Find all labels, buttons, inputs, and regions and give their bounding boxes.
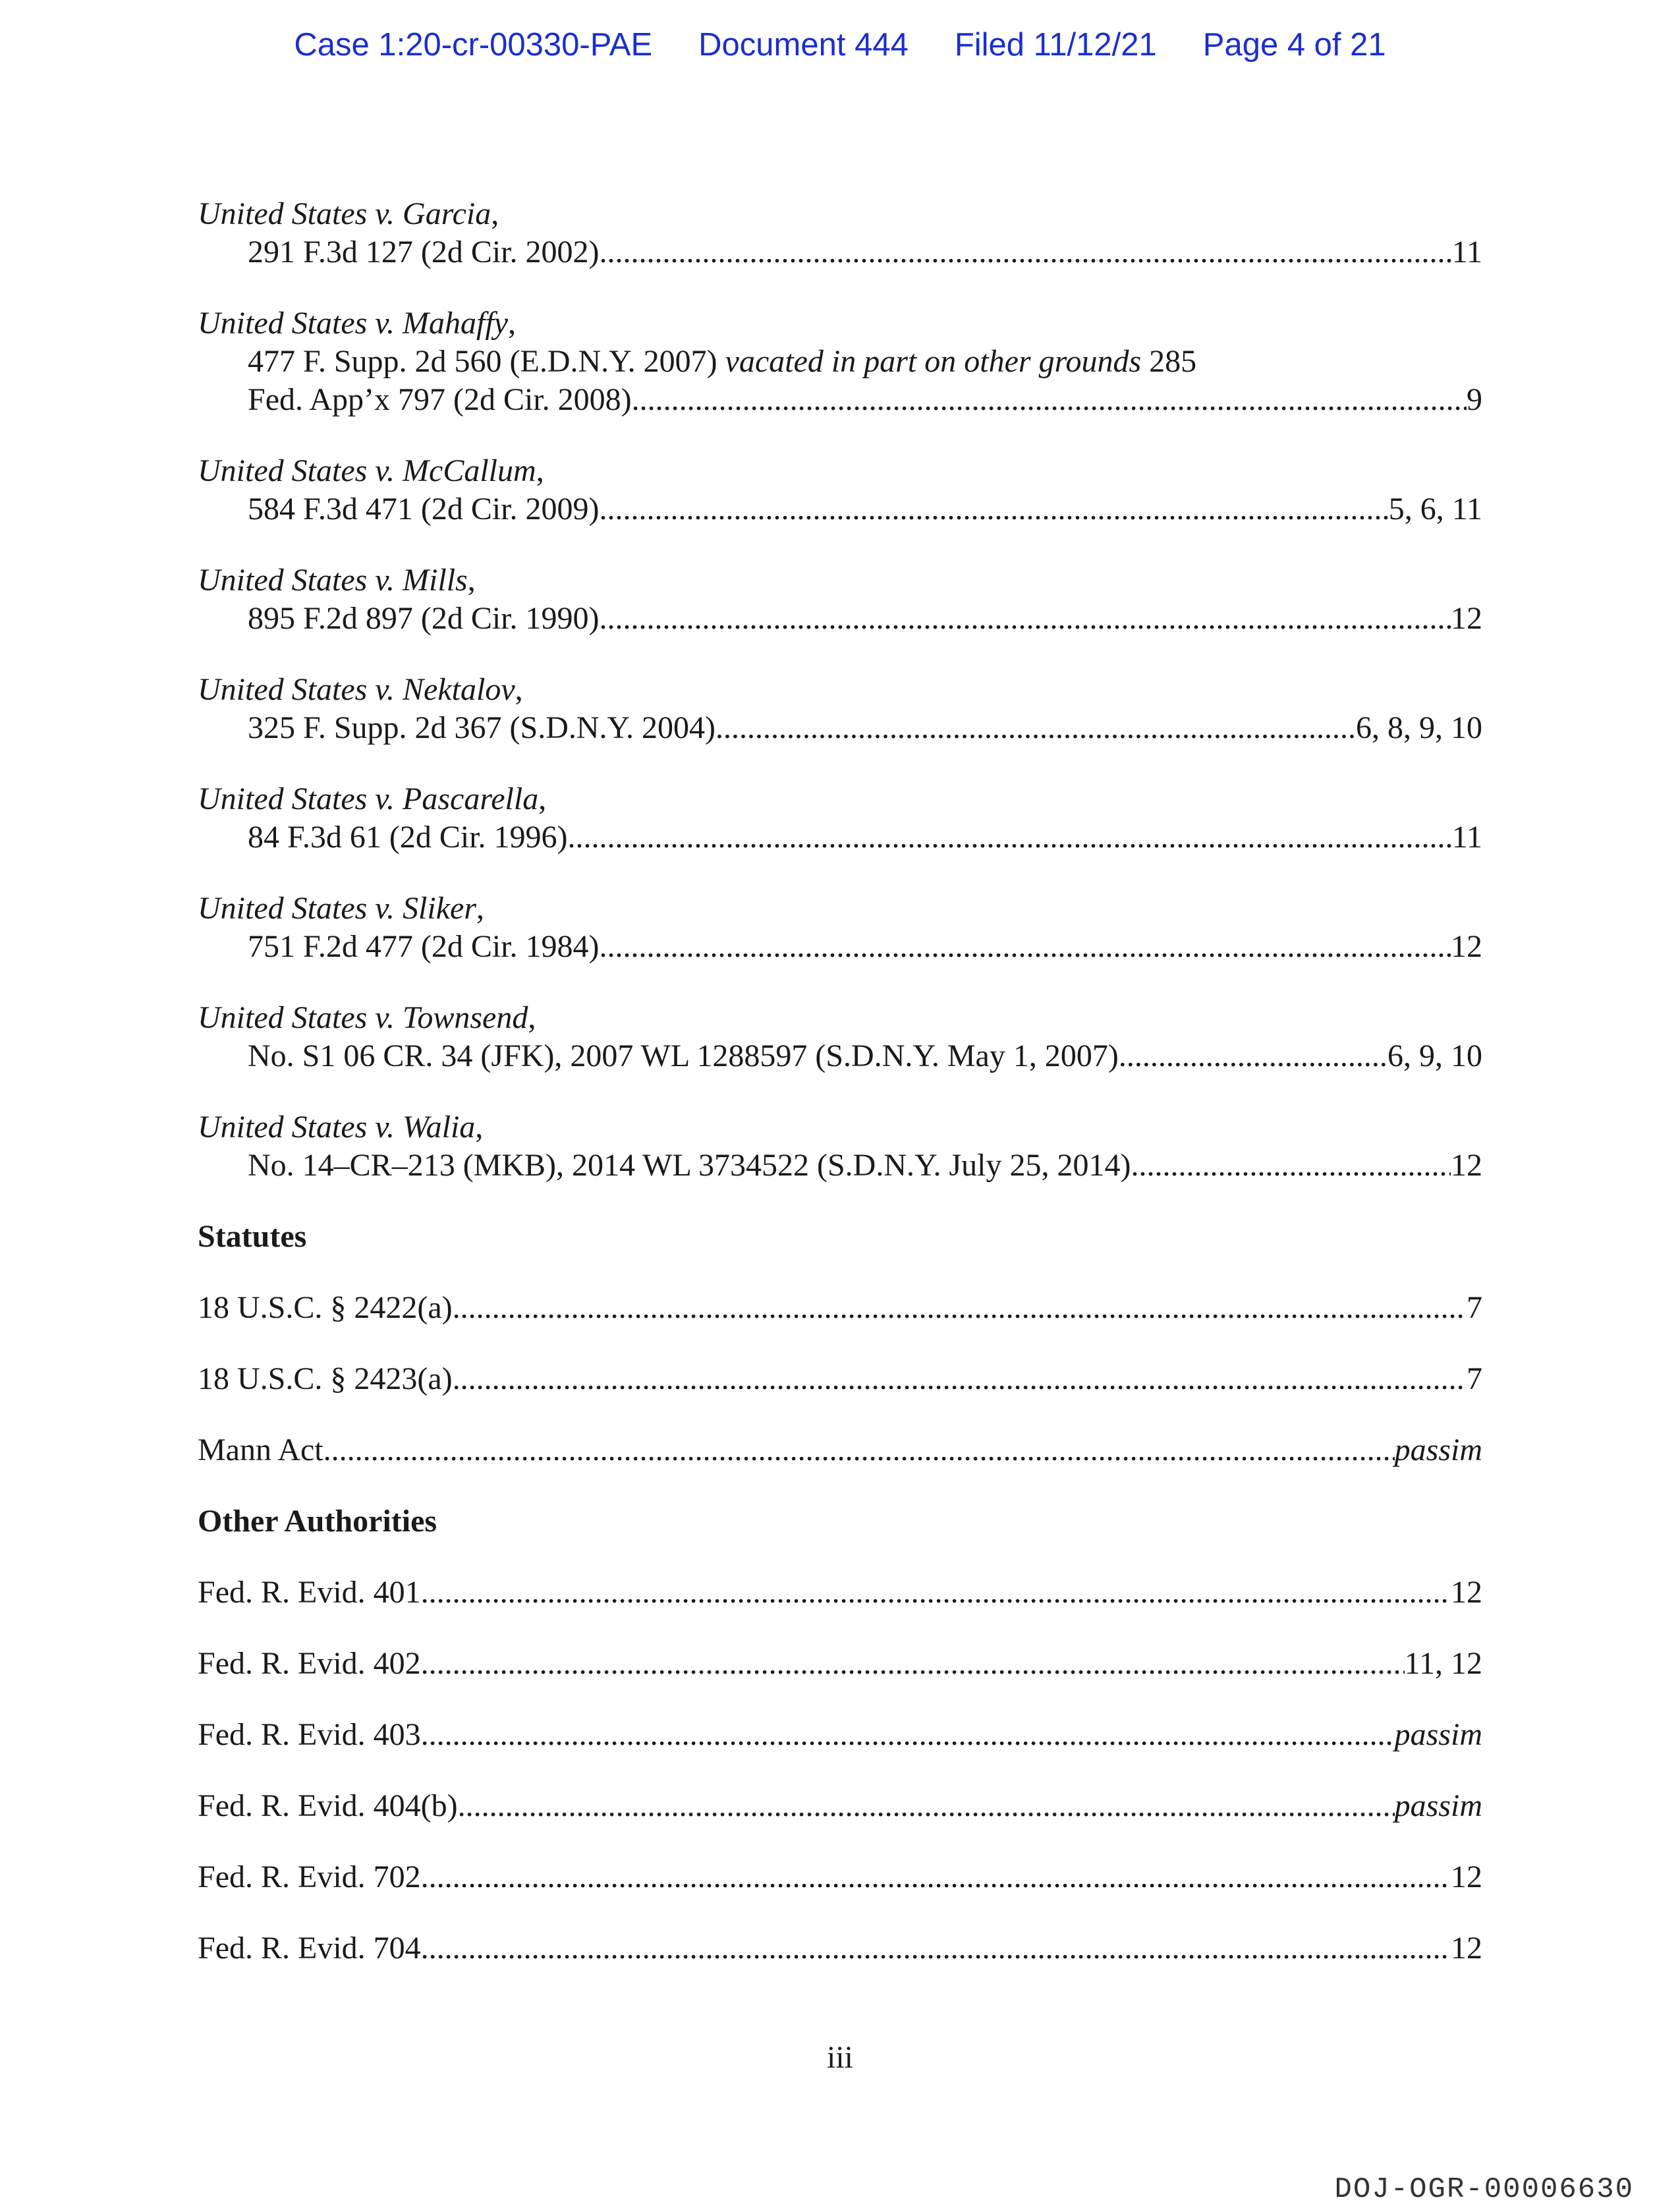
page-refs: 12 — [1451, 1148, 1482, 1183]
case-citation: 895 F.2d 897 (2d Cir. 1990) — [248, 601, 600, 636]
dot-leader — [600, 928, 1451, 966]
case-entry: United States v. Mills, 895 F.2d 897 (2d Cir. 1990) ..... 12 — [198, 561, 1482, 638]
dot-leader — [458, 1787, 1395, 1825]
statute-entry: Mann Act ..... passim — [198, 1431, 1482, 1469]
authority-entry: Fed. R. Evid. 401 ..... 12 — [198, 1574, 1482, 1612]
case-name: United States v. Garcia — [198, 196, 491, 231]
case-entry: United States v. Pascarella, 84 F.3d 61 (2d Cir. 1996) ..... 11 — [198, 780, 1482, 857]
case-entry: United States v. Sliker, 751 F.2d 477 (2d Cir. 1984) ..... 12 — [198, 890, 1482, 966]
dot-leader — [715, 709, 1356, 747]
case-citation: 84 F.3d 61 (2d Cir. 1996) — [248, 820, 568, 855]
page-refs: 5, 6, 11 — [1388, 492, 1482, 526]
page-refs: 9 — [1467, 382, 1482, 417]
case-citation: No. S1 06 CR. 34 (JFK), 2007 WL 1288597 (S.D.N.Y. May 1, 2007) — [248, 1038, 1119, 1073]
dot-leader — [600, 233, 1452, 271]
dot-leader — [600, 600, 1451, 638]
case-citation: No. 14–CR–213 (MKB), 2014 WL 3734522 (S.D.N.Y. July 25, 2014) — [248, 1148, 1131, 1183]
authority-entry: Fed. R. Evid. 702 ..... 12 — [198, 1858, 1482, 1896]
case-name: United States v. Mahaffy — [198, 306, 508, 341]
page-refs: 11 — [1451, 820, 1482, 855]
case-name: United States v. Nektalov — [198, 672, 515, 707]
dot-leader — [421, 1574, 1451, 1612]
dot-leader — [632, 381, 1467, 419]
dot-leader — [568, 818, 1452, 857]
authority-entry: Fed. R. Evid. 402 ..... 11, 12 — [198, 1645, 1482, 1683]
dot-leader — [421, 1716, 1395, 1754]
case-number: Case 1:20-cr-00330-PAE — [294, 27, 653, 63]
section-heading-other-authorities: Other Authorities — [198, 1504, 437, 1539]
dot-leader — [323, 1431, 1395, 1469]
dot-leader — [1131, 1147, 1451, 1185]
dot-leader — [600, 490, 1389, 528]
case-entry: United States v. Walia, No. 14–CR–213 (MKB), 2014 WL 3734522 (S.D.N.Y. July 25, 2014) ..... 12 — [198, 1108, 1482, 1185]
case-name: United States v. Mills — [198, 563, 468, 598]
statute-entry: 18 U.S.C. § 2422(a) ..... 7 — [198, 1289, 1482, 1327]
bates-number: DOJ-OGR-00006630 — [1334, 2173, 1634, 2206]
page-refs: 6, 8, 9, 10 — [1356, 710, 1482, 745]
page-number: iii — [826, 2040, 853, 2075]
authority-entry: Fed. R. Evid. 704 ..... 12 — [198, 1929, 1482, 1968]
case-name: United States v. McCallum — [198, 453, 536, 488]
document-number: Document 444 — [698, 27, 909, 63]
authority-entry: Fed. R. Evid. 403 ..... passim — [198, 1716, 1482, 1754]
dot-leader — [1119, 1037, 1387, 1075]
dot-leader — [453, 1360, 1467, 1398]
case-name: United States v. Sliker — [198, 891, 476, 926]
case-citation: 291 F.3d 127 (2d Cir. 2002) — [248, 235, 600, 269]
case-name: United States v. Townsend — [198, 1000, 528, 1035]
authority-entry: Fed. R. Evid. 404(b) ..... passim — [198, 1787, 1482, 1825]
page-refs: 11 — [1451, 235, 1482, 269]
page-indicator: Page 4 of 21 — [1202, 27, 1386, 63]
section-heading-statutes: Statutes — [198, 1219, 307, 1254]
case-entry: United States v. McCallum, 584 F.3d 471 (2d Cir. 2009) ..... 5, 6, 11 — [198, 452, 1482, 528]
case-entry: United States v. Nektalov, 325 F. Supp. 2d 367 (S.D.N.Y. 2004) ..... 6, 8, 9, 10 — [198, 671, 1482, 747]
dot-leader — [421, 1929, 1451, 1968]
page-refs: 12 — [1451, 929, 1482, 964]
filing-header — [0, 26, 1680, 72]
case-entry: United States v. Townsend, No. S1 06 CR. 34 (JFK), 2007 WL 1288597 (S.D.N.Y. May 1, 2007) ..... 6, 9, 10 — [198, 999, 1482, 1075]
statute-entry: 18 U.S.C. § 2423(a) ..... 7 — [198, 1360, 1482, 1398]
dot-leader — [453, 1289, 1467, 1327]
page-refs: 12 — [1451, 601, 1482, 636]
table-of-authorities — [198, 195, 1482, 2000]
page-refs: 6, 9, 10 — [1387, 1038, 1482, 1073]
filed-date: Filed 11/12/21 — [954, 27, 1157, 63]
case-name: United States v. Pascarella — [198, 781, 539, 816]
case-entry: United States v. Garcia, 291 F.3d 127 (2d Cir. 2002) ..... 11 — [198, 195, 1482, 271]
dot-leader — [421, 1645, 1405, 1683]
dot-leader — [421, 1858, 1451, 1896]
case-citation: 477 F. Supp. 2d 560 (E.D.N.Y. 2007) vacated in part on other grounds 285 — [248, 344, 1197, 379]
case-citation: 751 F.2d 477 (2d Cir. 1984) — [248, 929, 600, 964]
case-name: United States v. Walia — [198, 1110, 476, 1145]
case-citation-cont: Fed. App’x 797 (2d Cir. 2008) — [248, 382, 632, 417]
case-entry: United States v. Mahaffy, 477 F. Supp. 2d 560 (E.D.N.Y. 2007) vacated in part on other grounds 285 Fed. App’x 797 (2d Cir. 2008) ..... 9 — [198, 304, 1482, 419]
case-citation: 325 F. Supp. 2d 367 (S.D.N.Y. 2004) — [248, 710, 716, 745]
case-citation: 584 F.3d 471 (2d Cir. 2009) — [248, 492, 600, 526]
